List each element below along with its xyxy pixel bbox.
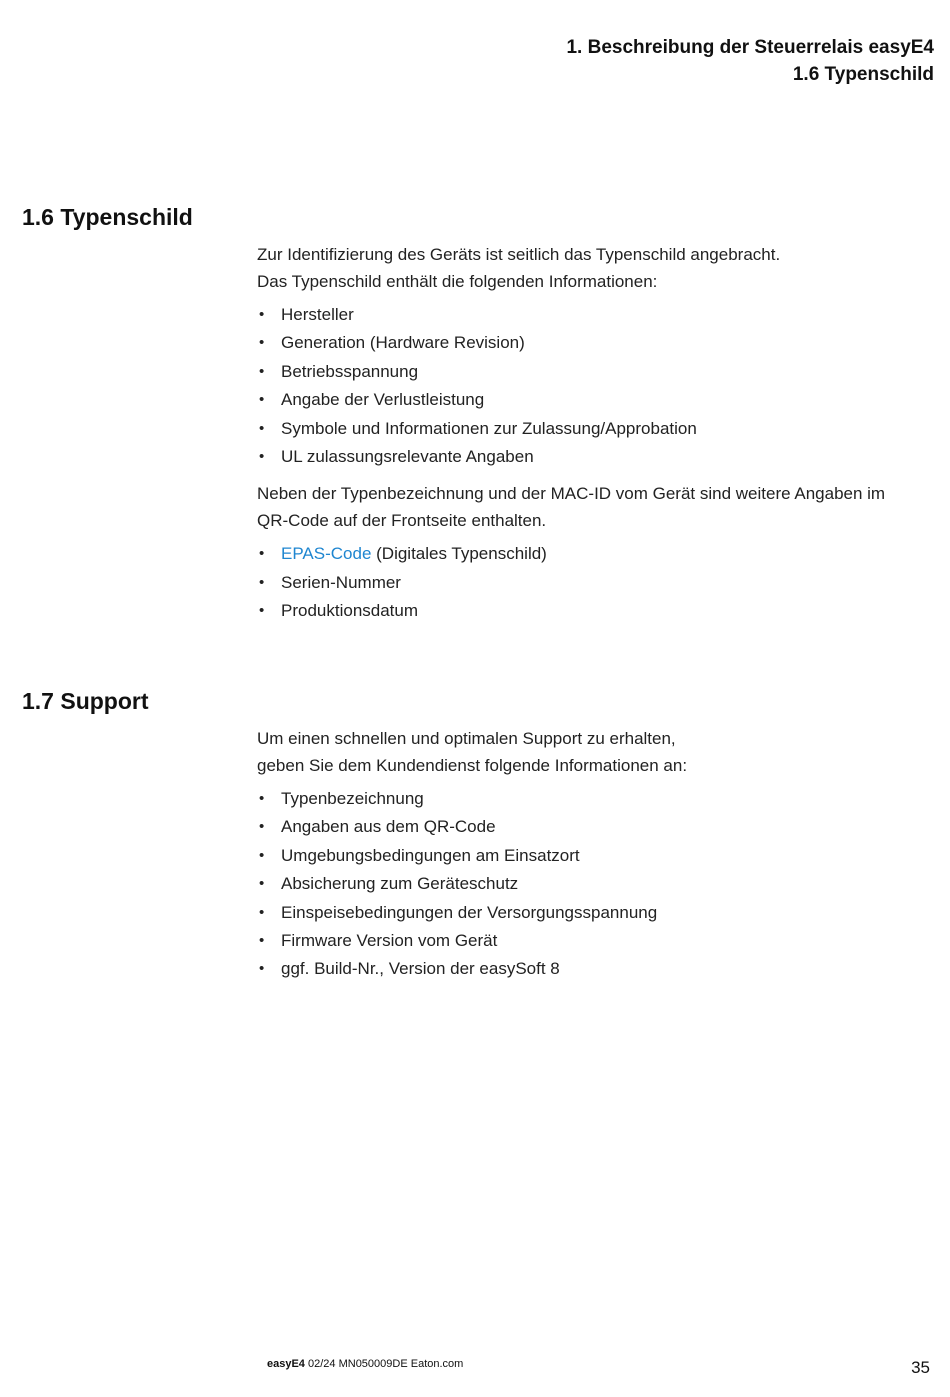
list-item: • Betriebsspannung bbox=[257, 358, 927, 386]
typenschild-list bbox=[257, 301, 927, 471]
bullet-icon: • bbox=[259, 334, 265, 352]
support-intro-line2: geben Sie dem Kundendienst folgende Informationen an: bbox=[257, 756, 688, 775]
header-section: 1.6 Typenschild bbox=[792, 64, 934, 85]
list-item: • Hersteller bbox=[257, 301, 927, 329]
section-heading-typenschild: 1.6 Typenschild bbox=[22, 204, 193, 230]
running-header bbox=[566, 34, 934, 88]
bullet-icon: • bbox=[259, 448, 265, 466]
header-chapter: 1. Beschreibung der Steuerrelais easyE4 bbox=[566, 37, 934, 58]
section-body-support bbox=[257, 725, 927, 984]
epas-code-link[interactable]: EPAS-Code bbox=[281, 544, 372, 564]
bullet-icon: • bbox=[259, 306, 265, 323]
bullet-icon: • bbox=[259, 846, 265, 864]
bullet-icon: • bbox=[259, 818, 265, 836]
footer-info: 02/24 MN050009DE Eaton.com bbox=[308, 1358, 464, 1370]
bullet-icon: • bbox=[259, 545, 265, 563]
list-item: • Einspeisebedingungen der Versorgungsspannung bbox=[257, 899, 927, 927]
list-item: • Typenbezeichnung bbox=[257, 785, 927, 813]
bullet-icon: • bbox=[259, 391, 265, 409]
list-item: • Absicherung zum Geräteschutz bbox=[257, 870, 927, 898]
section-body-typenschild bbox=[257, 241, 927, 626]
qr-code-line1: Neben der Typenbezeichnung und der MAC-ID vom Gerät sind weitere Angaben im bbox=[257, 484, 886, 504]
typenschild-intro-line2: Das Typenschild enthält die folgenden Informationen: bbox=[257, 272, 658, 291]
bullet-icon: • bbox=[259, 960, 265, 978]
footer-product: easyE4 bbox=[267, 1358, 305, 1370]
support-intro-line1: Um einen schnellen und optimalen Support zu erhalten, bbox=[257, 729, 676, 748]
qr-code-list bbox=[257, 540, 927, 625]
list-item: • ggf. Build-Nr., Version der easySoft 8 bbox=[257, 955, 927, 983]
support-list bbox=[257, 785, 927, 984]
list-item: • EPAS-Code (Digitales Typenschild) bbox=[257, 540, 927, 568]
bullet-icon: • bbox=[259, 573, 265, 591]
bullet-icon: • bbox=[259, 362, 265, 380]
bullet-icon: • bbox=[259, 875, 265, 893]
list-item: • Serien-Nummer bbox=[257, 569, 927, 597]
bullet-icon: • bbox=[259, 903, 265, 921]
section-heading-support: 1.7 Support bbox=[22, 688, 149, 714]
typenschild-intro-line1: Zur Identifizierung des Geräts ist seitlich das Typenschild angebracht. bbox=[257, 245, 781, 264]
list-item: • UL zulassungsrelevante Angaben bbox=[257, 443, 927, 471]
bullet-icon: • bbox=[259, 932, 265, 950]
list-item: • Produktionsdatum bbox=[257, 597, 927, 625]
list-item: • Generation (Hardware Revision) bbox=[257, 329, 927, 357]
bullet-icon: • bbox=[259, 602, 265, 620]
list-item: • Angaben aus dem QR-Code bbox=[257, 813, 927, 841]
list-item: • Angabe der Verlustleistung bbox=[257, 386, 927, 414]
list-item: • Symbole und Informationen zur Zulassung/Approbation bbox=[257, 415, 927, 443]
page-number: 35 bbox=[911, 1358, 930, 1377]
bullet-icon: • bbox=[259, 419, 265, 437]
list-item: • Umgebungsbedingungen am Einsatzort bbox=[257, 842, 927, 870]
page-footer bbox=[267, 1358, 463, 1370]
list-item: • Firmware Version vom Gerät bbox=[257, 927, 927, 955]
bullet-icon: • bbox=[259, 790, 265, 807]
qr-code-line2: QR-Code auf der Frontseite enthalten. bbox=[257, 511, 547, 531]
